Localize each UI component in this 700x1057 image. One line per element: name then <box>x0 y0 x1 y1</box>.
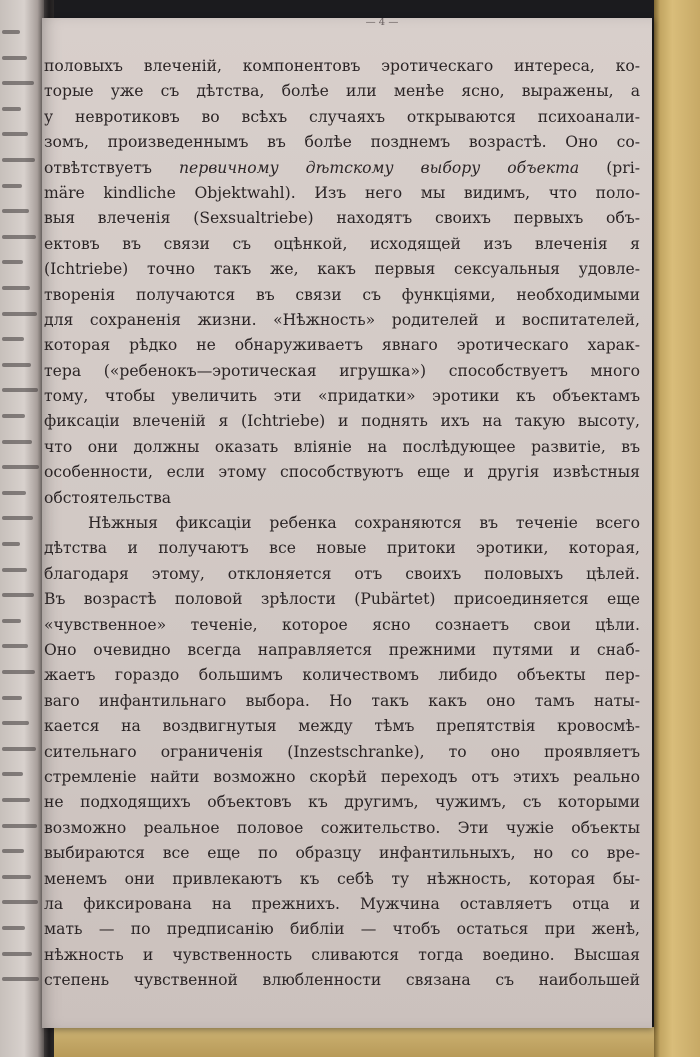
page-text <box>44 54 640 993</box>
left-page-text-trace <box>2 440 32 444</box>
text-line: Нѣжныя фиксаціи ребенка сохраняются въ теченіе всего <box>88 514 640 533</box>
text-line: возможно реальное половое сожительство. Эти чужіе объекты <box>44 818 640 837</box>
text-line: Оно очевидно всегда направляется прежними путями и снаб- <box>44 640 640 659</box>
left-page-text-trace <box>2 260 23 264</box>
left-page-text-trace <box>2 132 28 136</box>
left-page-text-trace <box>2 798 30 802</box>
text-line: особенности, если этому способствуютъ еще и другія извѣстныя <box>44 463 640 482</box>
text-line: мать — по предписанію библіи — чтобъ остаться при женѣ, <box>44 920 640 939</box>
left-page-text-trace <box>2 81 34 85</box>
left-page-text-trace <box>2 952 32 956</box>
text-line: половыхъ влеченій, компонентовъ эротическаго интереса, ко- <box>44 57 640 75</box>
text-line: творенія получаются въ связи съ функціями, необходимыми <box>44 285 640 304</box>
book-bottom-edge <box>54 1027 654 1057</box>
left-page-text-trace <box>2 337 24 341</box>
left-page-text-trace <box>2 30 20 34</box>
text-line: благодаря этому, отклоняется отъ своихъ половыхъ цѣлей. <box>44 564 640 583</box>
text-line: для сохраненія жизни. «Нѣжность» родителей и воспитателей, <box>44 310 640 329</box>
text-line: ваго инфантильнаго выбора. Но такъ какъ оно тамъ наты- <box>44 691 640 710</box>
text-line: märe kindliche Objektwahl). Изъ него мы видимъ, что поло- <box>44 183 640 202</box>
book-cover-edge <box>654 0 700 1057</box>
text-line: степень чувственной влюбленности связана съ наибольшей <box>44 971 640 990</box>
left-page-text-trace <box>2 158 35 162</box>
left-page-text-trace <box>2 926 25 930</box>
text-line: выбираются все еще по образцу инфантильныхъ, но со вре- <box>44 844 640 863</box>
text-line: «чувственное» теченіе, которое ясно сознаетъ свои цѣли. <box>44 615 640 634</box>
text-line: ла фиксирована на прежнихъ. Мужчина оставляетъ отца и <box>44 894 640 913</box>
text-line: (Ichtriebe) точно такъ же, какъ первыя сексуальныя удовле- <box>44 260 640 279</box>
left-page-text-trace <box>2 209 29 213</box>
text-line: зомъ, произведеннымъ въ болѣе позднемъ возрастѣ. Оно со- <box>44 133 640 152</box>
text-fragment: отвѣтствуетъ <box>44 158 179 177</box>
text-line: что они должны оказать вліяніе на послѣдующее развитіе, въ <box>44 437 640 456</box>
text-line: дѣтства и получаютъ все новые притоки эротики, которая, <box>44 539 640 558</box>
text-line: обстоятельства <box>44 488 172 507</box>
text-line <box>44 156 640 181</box>
text-line: не подходящихъ объектовъ къ другимъ, чужимъ, съ которыми <box>44 793 640 812</box>
left-page-text-trace <box>2 772 23 776</box>
text-line: нѣжность и чувственность сливаются тогда воедино. Высшая <box>44 945 640 964</box>
left-page-text-trace <box>2 747 36 751</box>
left-facing-page <box>0 0 44 1057</box>
text-line: которая рѣдко не обнаруживаетъ явнаго эротическаго харак- <box>44 336 640 355</box>
left-page-text-trace <box>2 900 38 904</box>
text-line: тера («ребенокъ—эротическая игрушка») способствуетъ много <box>44 361 640 380</box>
text-line: кается на воздвигнутыя между тѣмъ препятствія кровосмѣ- <box>44 717 640 736</box>
left-page-text-trace <box>2 516 33 520</box>
text-line: сительнаго ограниченія (Inzestschranke), то оно проявляетъ <box>44 742 640 761</box>
left-page-text-trace <box>2 491 26 495</box>
text-line: Въ возрастѣ половой зрѣлости (Pubärtet) присоединяется еще <box>44 590 640 609</box>
text-fragment: (pri- <box>579 158 640 177</box>
text-line: стремленіе найти возможно скорѣй переходъ отъ этихъ реально <box>44 767 640 786</box>
left-page-text-trace <box>2 849 24 853</box>
text-line: ектовъ въ связи съ оцѣнкой, исходящей изъ влеченія я <box>44 234 640 253</box>
left-page-text-trace <box>2 56 27 60</box>
text-line: выя влеченія (Sexsualtriebe) находятъ своихъ первыхъ объ- <box>44 209 640 228</box>
left-page-text-trace <box>2 184 22 188</box>
italic-phrase: первичному дѣтскому выбору объекта <box>178 158 580 177</box>
text-line: фиксаціи влеченій я (Ichtriebe) и поднять ихъ на такую высоту, <box>44 412 640 431</box>
left-page-text-trace <box>2 465 39 469</box>
left-page-text-trace <box>2 286 30 290</box>
text-line: у невротиковъ во всѣхъ случаяхъ открываются психоанали- <box>44 107 640 126</box>
left-page-text-trace <box>2 568 27 572</box>
page-header-mark: — 4 — <box>365 18 399 28</box>
left-page-text-trace <box>2 388 38 392</box>
left-page-text-trace <box>2 363 31 367</box>
left-page-text-trace <box>2 235 36 239</box>
left-page-text-trace <box>2 107 21 111</box>
text-line: торые уже съ дѣтства, болѣе или менѣе ясно, выражены, а <box>44 82 640 101</box>
left-page-text-trace <box>2 619 21 623</box>
text-line: жаетъ гораздо большимъ количествомъ либидо объекты пер- <box>44 666 640 685</box>
left-page-text-trace <box>2 312 37 316</box>
left-page-text-trace <box>2 977 39 981</box>
left-page-text-trace <box>2 593 34 597</box>
left-page-text-trace <box>2 875 31 879</box>
left-page-text-trace <box>2 721 29 725</box>
left-page-text-trace <box>2 824 37 828</box>
left-page-text-trace <box>2 542 20 546</box>
left-page-text-trace <box>2 644 28 648</box>
left-page-text-trace <box>2 670 35 674</box>
left-page-text-trace <box>2 414 25 418</box>
text-line: менемъ они привлекаютъ къ себѣ ту нѣжность, которая бы- <box>44 869 640 888</box>
book-page <box>42 18 652 1028</box>
left-page-text-trace <box>2 696 22 700</box>
text-line: тому, чтобы увеличить эти «придатки» эротики къ объектамъ <box>44 387 640 406</box>
